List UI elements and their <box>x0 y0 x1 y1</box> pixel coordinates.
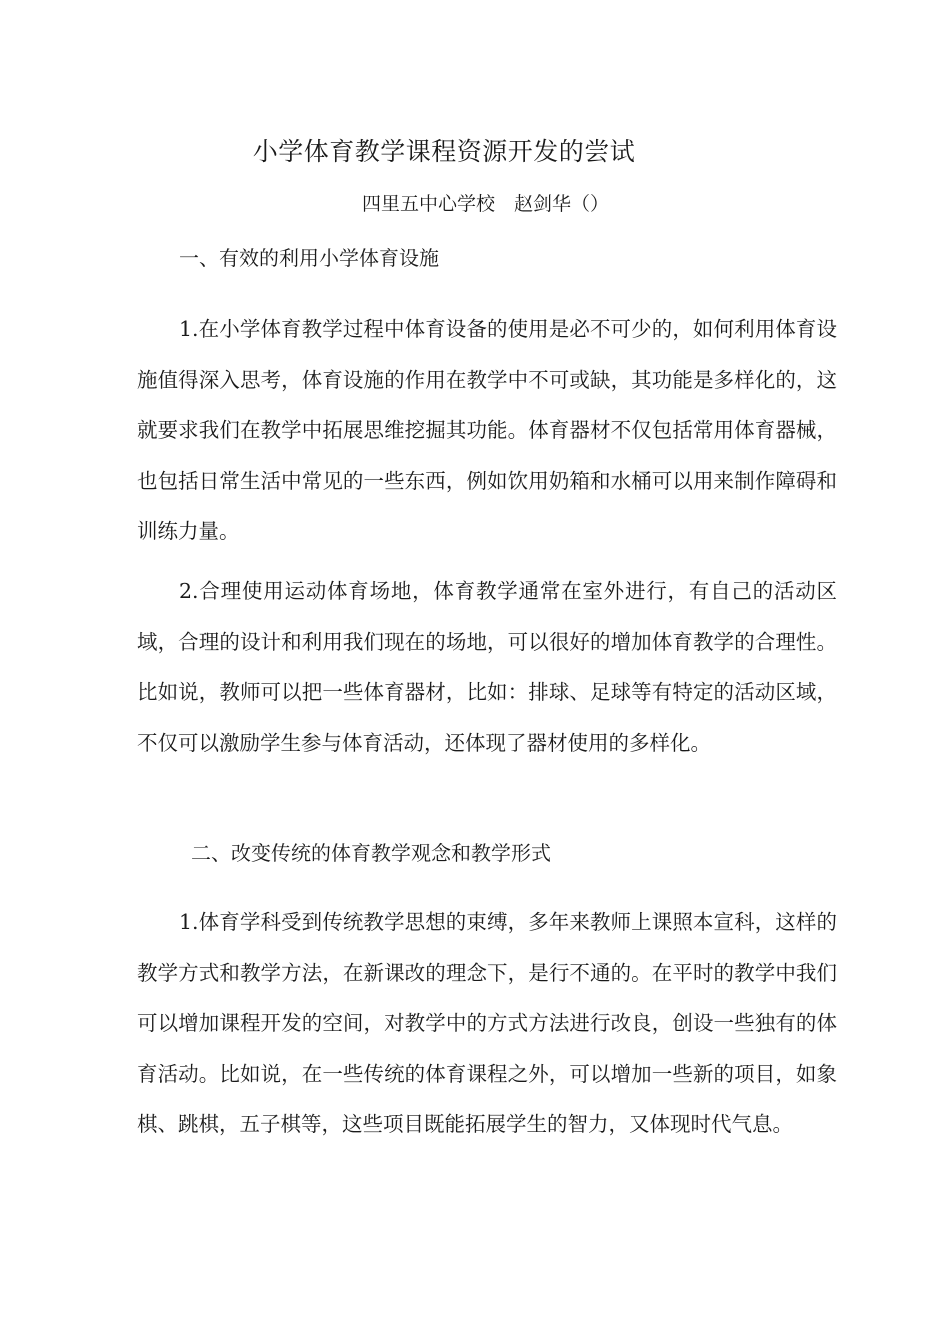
body-paragraph: 2.合理使用运动体育场地，体育教学通常在室外进行，有自己的活动区域，合理的设计和利用我们现在的场地，可以很好的增加体育教学的合理性。比如说，教师可以把一些体育器材，比如：排球、足球等有特定的活动区域，不仅可以激励学生参与体育活动，还体现了器材使用的多样化。 <box>137 579 837 755</box>
body-paragraph: 1.在小学体育教学过程中体育设备的使用是必不可少的，如何利用体育设施值得深入思考，体育设施的作用在教学中不可或缺，其功能是多样化的，这就要求我们在教学中拓展思维挖掘其功能。体育器材不仅包括常用体育器械，也包括日常生活中常见的一些东西，例如饮用奶箱和水桶可以用来制作障碍和训练力量。 <box>137 317 837 543</box>
document-title: 小学体育教学课程资源开发的尝试 <box>252 137 636 166</box>
section-heading: 一、有效的利用小学体育设施 <box>179 246 439 270</box>
body-paragraph: 1.体育学科受到传统教学思想的束缚，多年来教师上课照本宣科，这样的教学方式和教学方法，在新课改的理念下，是行不通的。在平时的教学中我们可以增加课程开发的空间，对教学中的方式方法进行改良，创设一些独有的体育活动。比如说，在一些传统的体育课程之外，可以增加一些新的项目，如象棋、跳棋，五子棋等，这些项目既能拓展学生的智力，又体现时代气息。 <box>137 910 837 1136</box>
section-heading: 二、改变传统的体育教学观念和教学形式 <box>191 841 551 865</box>
author-byline: 四里五中心学校 赵剑华（） <box>362 193 610 215</box>
